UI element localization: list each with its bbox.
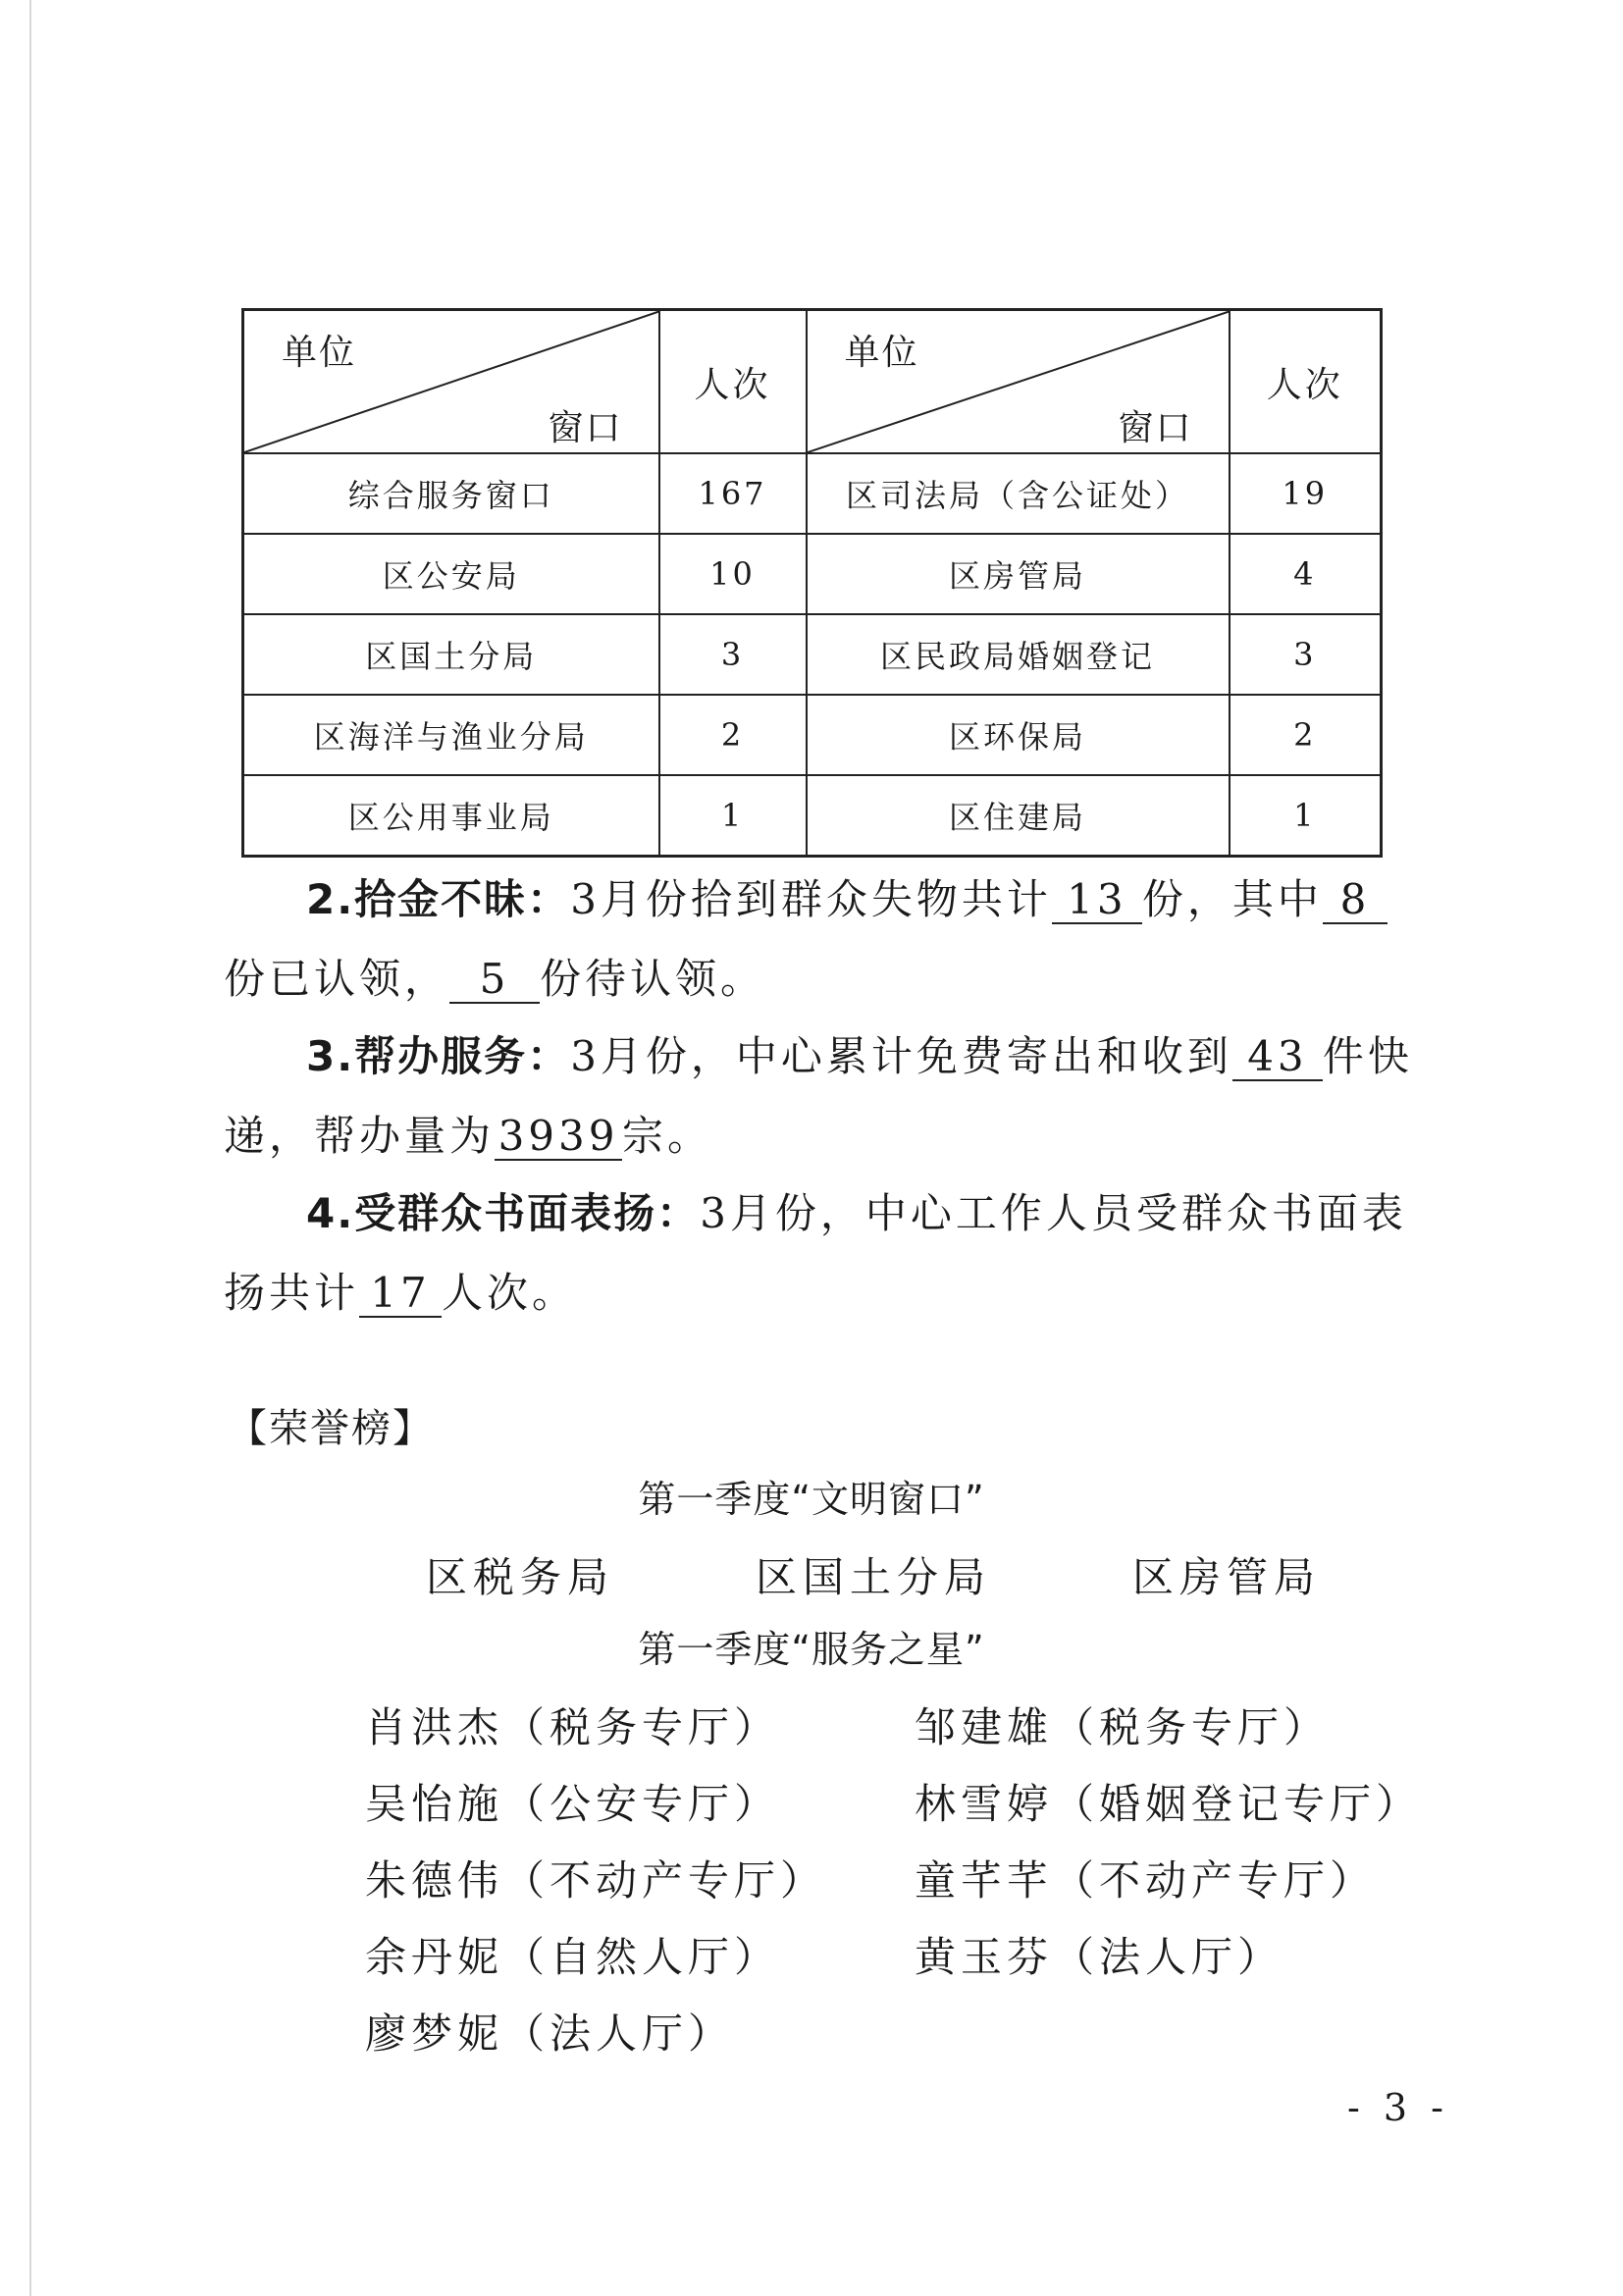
list-item: 区国土分局	[755, 1553, 991, 1601]
count-cell: 3	[659, 614, 807, 695]
table-row	[243, 695, 1382, 775]
table-diagonal-header-right	[807, 310, 1230, 454]
list-item: 林雪婷（婚姻登记专厅）	[915, 1780, 1423, 1828]
header-count-label: 人次	[1230, 310, 1382, 454]
unit-name-cell: 综合服务窗口	[243, 453, 659, 534]
count-cell: 3	[1230, 614, 1382, 695]
claimed-value: 8	[1323, 877, 1387, 924]
text-fragment: 人次。	[442, 1269, 578, 1317]
count-cell: 4	[1230, 534, 1382, 614]
praise-paragraph	[224, 1174, 1426, 1332]
unit-name-cell: 区房管局	[807, 534, 1230, 614]
lost-found-heading: 2.拾金不昧：	[306, 875, 571, 923]
unit-name-cell: 区海洋与渔业分局	[243, 695, 659, 775]
text-fragment: 份已认领，	[224, 955, 450, 1003]
table-row	[243, 534, 1382, 614]
honor-roll-heading: 【荣誉榜】	[228, 1406, 434, 1451]
header-window-label: 窗口	[1118, 408, 1193, 448]
civilized-window-list	[373, 1545, 1374, 1604]
text-fragment: 3月份，中心工作人员受群众书面表扬共计	[224, 1189, 1407, 1317]
count-cell: 1	[659, 775, 807, 857]
praise-heading: 4.受群众书面表扬：	[306, 1189, 701, 1237]
table-row	[243, 614, 1382, 695]
list-item: 肖洪杰（税务专厅）	[365, 1703, 781, 1751]
list-item: 区税务局	[425, 1553, 614, 1601]
count-cell: 1	[1230, 775, 1382, 857]
service-star-list	[365, 1690, 1444, 2072]
pending-value: 5	[449, 957, 540, 1004]
list-item: 余丹妮（自然人厅）	[365, 1933, 781, 1981]
table-row	[243, 453, 1382, 534]
list-item: 朱德伟（不动产专厅）	[365, 1856, 827, 1905]
count-cell: 10	[659, 534, 807, 614]
page-edge-line	[29, 0, 31, 2296]
unit-name-cell: 区公用事业局	[243, 775, 659, 857]
unit-name-cell: 区公安局	[243, 534, 659, 614]
text-fragment: 3月份，中心累计免费寄出和收到	[570, 1032, 1232, 1080]
header-window-label: 窗口	[548, 408, 623, 448]
table-row	[243, 775, 1382, 857]
header-unit-label: 单位	[844, 333, 919, 373]
service-star-title: 第一季度“服务之星”	[638, 1628, 985, 1671]
text-fragment: 份，其中	[1141, 875, 1323, 923]
window-stats-table	[241, 308, 1383, 858]
count-cell: 2	[659, 695, 807, 775]
table-diagonal-header-left	[243, 310, 659, 454]
assistance-paragraph	[224, 1017, 1426, 1175]
text-fragment: 份待认领。	[540, 955, 766, 1003]
count-cell: 2	[1230, 695, 1382, 775]
parcels-value: 43	[1232, 1034, 1323, 1081]
list-item: 廖梦妮（法人厅）	[365, 2009, 735, 2058]
list-item: 童芊芊（不动产专厅）	[915, 1856, 1377, 1905]
unit-name-cell: 区国土分局	[243, 614, 659, 695]
lost-found-paragraph	[224, 860, 1426, 1018]
unit-name-cell: 区司法局（含公证处）	[807, 453, 1230, 534]
unit-name-cell: 区住建局	[807, 775, 1230, 857]
praise-count-value: 17	[359, 1271, 442, 1318]
assistance-heading: 3.帮办服务：	[306, 1032, 571, 1080]
civilized-window-title: 第一季度“文明窗口”	[638, 1478, 985, 1521]
text-fragment: 3月份拾到群众失物共计	[570, 875, 1052, 923]
header-count-label: 人次	[659, 310, 807, 454]
lost-total-value: 13	[1052, 877, 1142, 924]
list-item: 邹建雄（税务专厅）	[915, 1703, 1331, 1751]
unit-name-cell: 区民政局婚姻登记	[807, 614, 1230, 695]
list-item: 黄玉芬（法人厅）	[915, 1933, 1284, 1981]
table-header-row	[243, 310, 1382, 454]
page-number: - 3 -	[1346, 2086, 1449, 2129]
count-cell: 19	[1230, 453, 1382, 534]
count-cell: 167	[659, 453, 807, 534]
header-unit-label: 单位	[282, 333, 357, 373]
list-item: 区房管局	[1131, 1553, 1321, 1601]
list-item: 吴怡施（公安专厅）	[365, 1780, 781, 1828]
text-fragment: 件快递，帮办量为	[224, 1032, 1413, 1160]
cases-value: 3939	[495, 1114, 622, 1161]
unit-name-cell: 区环保局	[807, 695, 1230, 775]
text-fragment: 宗。	[622, 1112, 713, 1160]
